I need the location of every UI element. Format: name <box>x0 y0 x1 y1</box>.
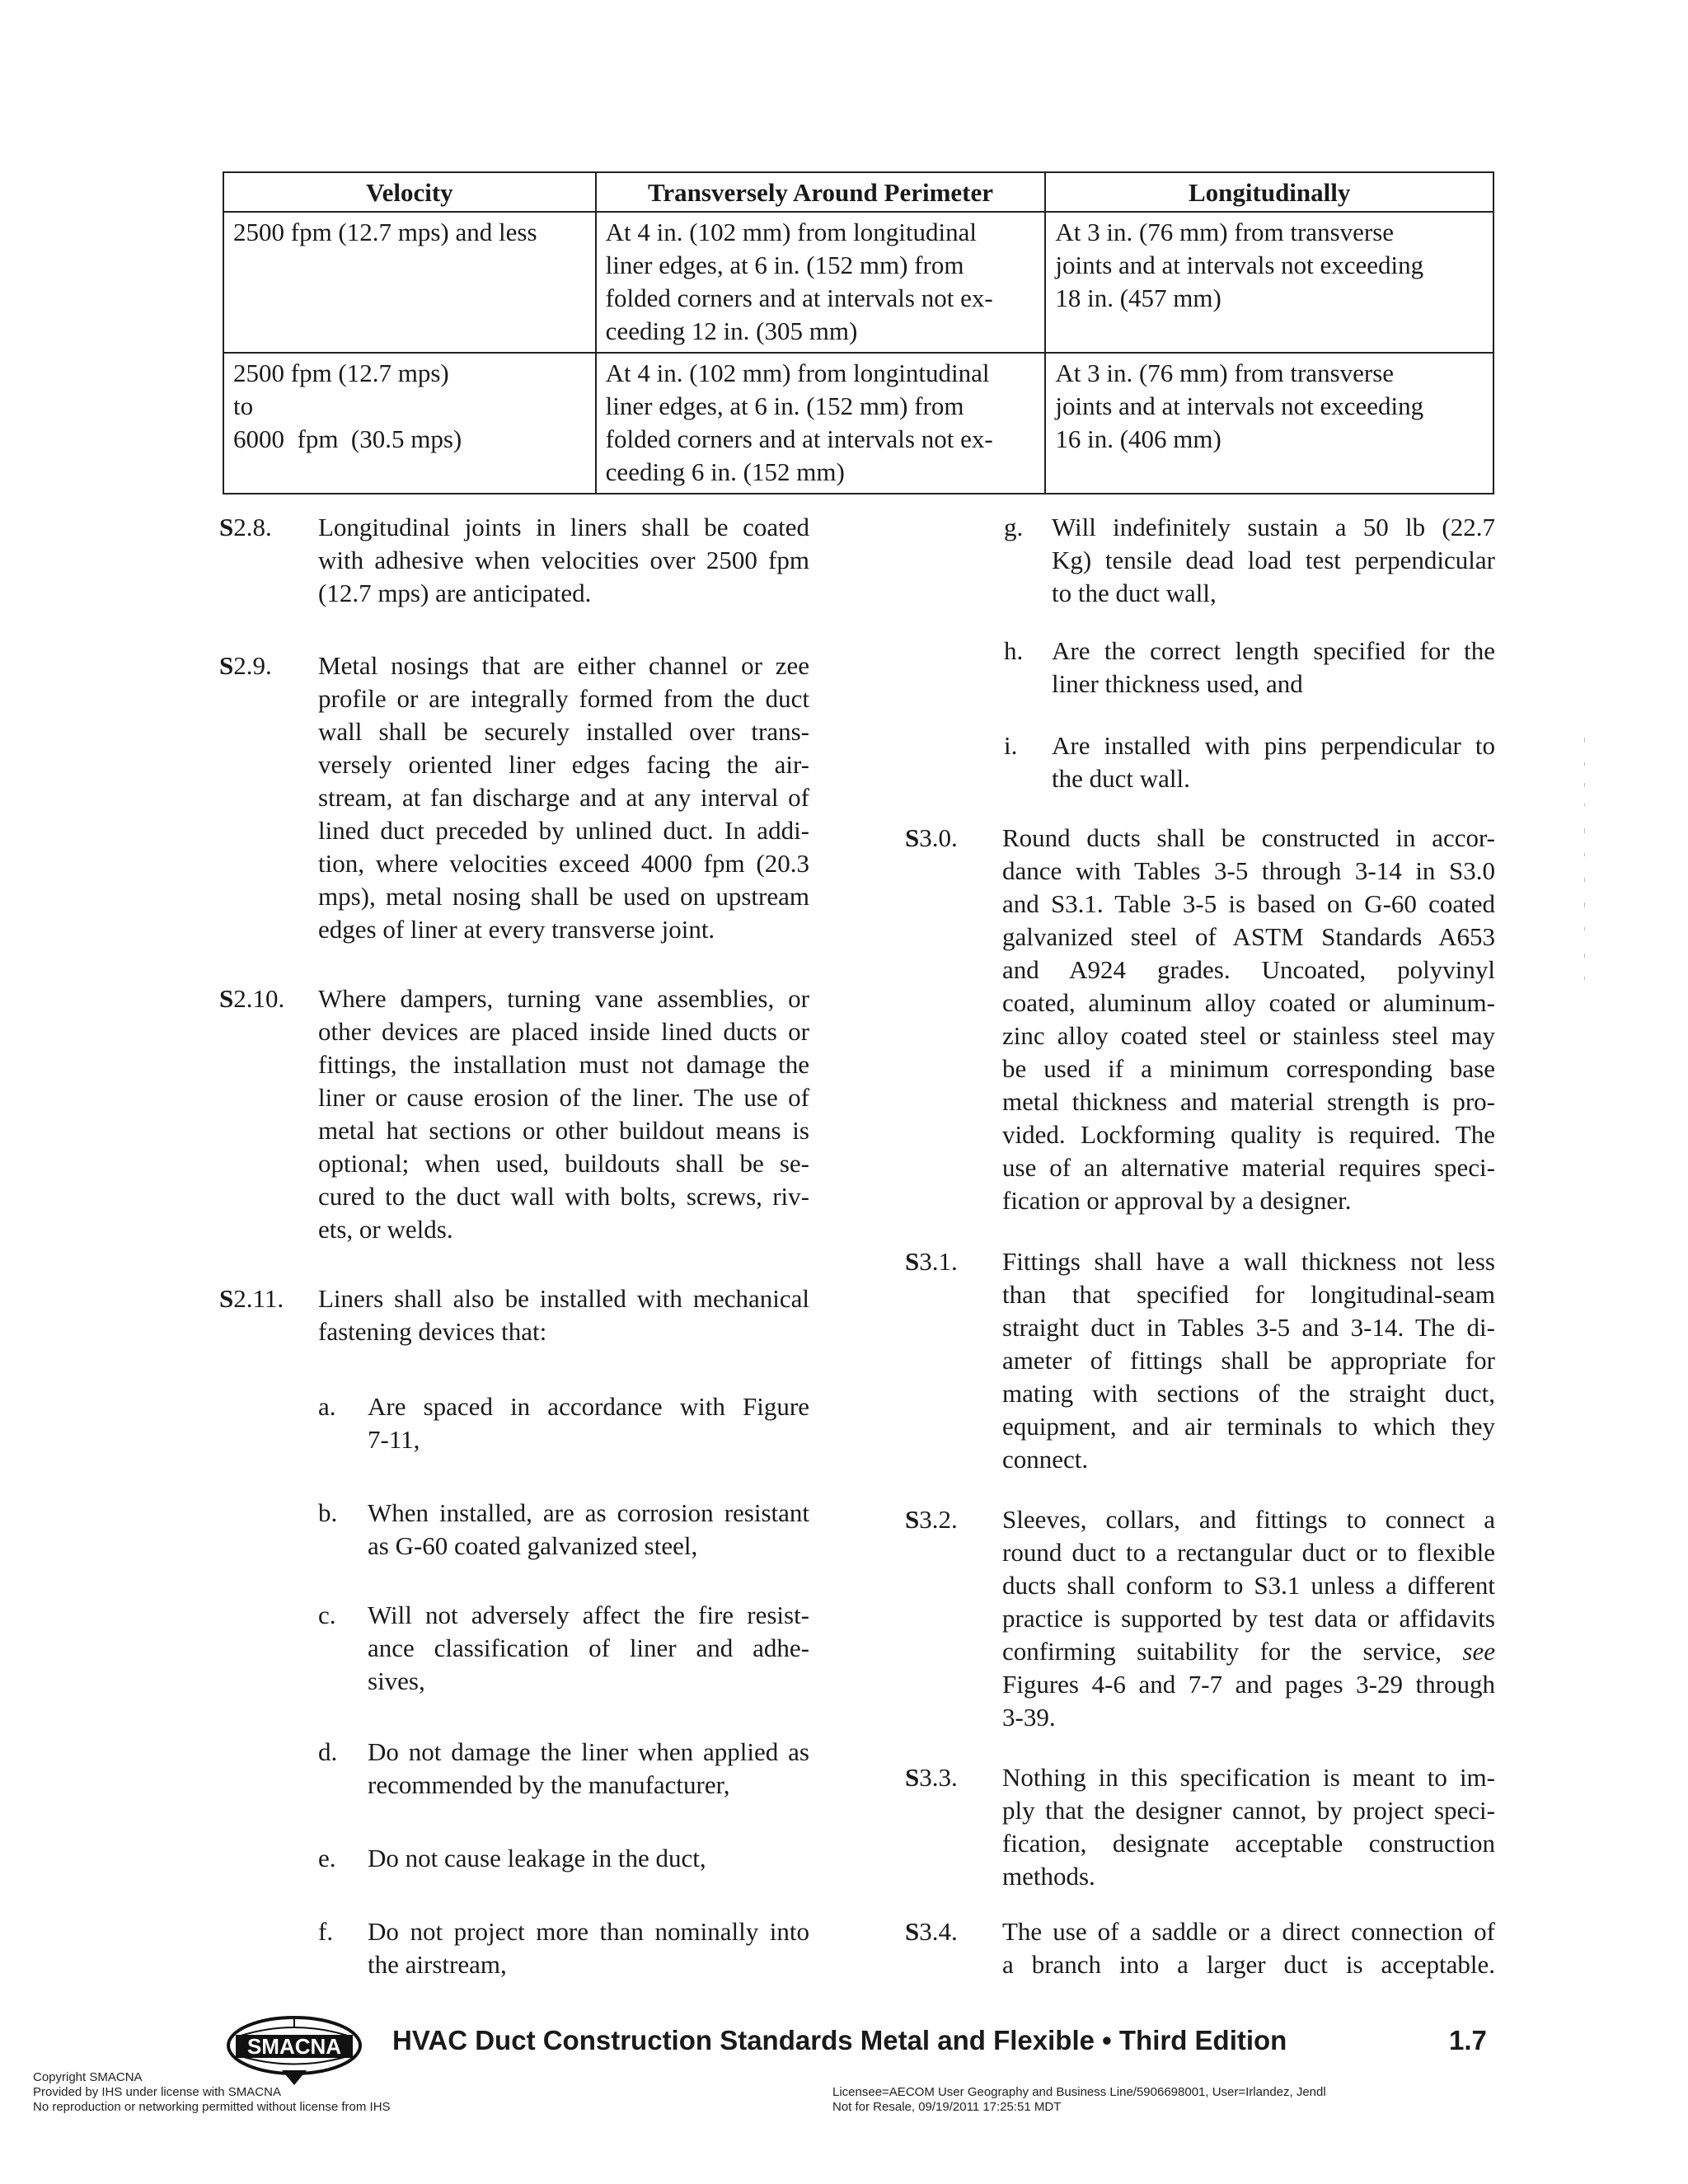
section-number: S2.10. <box>219 984 285 1013</box>
section-text: Longitudinal joints in liners shall be coated with adhesive when velocities over 2500 fpm (12.7 mps) are anticipated. <box>318 513 809 607</box>
copyright-notice: Copyright SMACNA Provided by IHS under license with SMACNA No reproduction or networking permitted without license from IHS <box>33 2070 391 2114</box>
section-number: S3.1. <box>905 1247 958 1276</box>
longitudinal-cell: At 3 in. (76 mm) from transverse joints and at intervals not exceeding 18 in. (457 mm) <box>1045 212 1493 353</box>
section-text: Round ducts shall be constructed in accor- dance with Tables 3-5 through 3-14 in S3.0 and S3.1. Table 3-5 is based on G-60 coated galvanized steel of ASTM Standards A653 and A924 grades. Uncoated, polyvinyl coated, aluminum alloy coated or aluminum- zinc alloy coated steel or stainless steel may be used if a minimum corresponding base metal thickness and material strength is pro- vided. Lockforming quality is required. The use of an alternative material requires speci- fication or approval by a designer. <box>1002 823 1495 1215</box>
section-number: S3.2. <box>905 1505 958 1534</box>
section-number: S3.3. <box>905 1763 958 1792</box>
transverse-cell: At 4 in. (102 mm) from longintudinal liner edges, at 6 in. (152 mm) from folded corners and at intervals not ex- ceeding 6 in. (152 mm) <box>596 353 1046 494</box>
page-number: 1.7 <box>1449 2025 1487 2055</box>
section-text: Liners shall also be installed with mechanical fastening devices that: <box>318 1284 809 1346</box>
column-header-transverse: Transversely Around Perimeter <box>596 172 1046 212</box>
section-number: S3.0. <box>905 823 958 852</box>
section-number: S2.8. <box>219 513 272 541</box>
section-text: Sleeves, collars, and fittings to connect a round duct to a rectangular duct or to flexible ducts shall conform to S3.1 unless a different practice is supported by test data or affidavits confirming suitability for the service, see Figures 4-6 and 7-7 and pages 3-29 through 3-39. <box>1002 1505 1495 1732</box>
transverse-cell: At 4 in. (102 mm) from longitudinal liner edges, at 6 in. (152 mm) from folded corners and at intervals not ex- ceeding 12 in. (305 mm) <box>596 212 1046 353</box>
section-number: S2.9. <box>219 651 272 680</box>
section-number: S2.11. <box>219 1284 284 1313</box>
section-text: Fittings shall have a wall thickness not less than that specified for longitudinal-seam straight duct in Tables 3-5 and 3-14. The di- ameter of fittings shall be appropriate for mating with sections of the straight duct, equipment, and air terminals to which they connect. <box>1002 1247 1495 1474</box>
table-row <box>223 212 1493 353</box>
longitudinal-cell: At 3 in. (76 mm) from transverse joints and at intervals not exceeding 16 in. (406 mm) <box>1045 353 1493 494</box>
column-header-longitudinal: Longitudinally <box>1045 172 1493 212</box>
section-text: Metal nosings that are either channel or zee profile or are integrally formed from the duct wall shall be securely installed over trans- versely oriented liner edges facing the air- stream, at fan discharge and at any interval of lined duct preceded by unlined duct. In addi- tion, where velocities exceed 4000 fpm (20.3 mps), metal nosing shall be used on upstream edges of liner at every transverse joint. <box>318 651 809 944</box>
table-header-row <box>223 172 1493 212</box>
svg-text:SMACNA: SMACNA <box>246 2034 342 2059</box>
table-row <box>223 353 1493 494</box>
footer-title: HVAC Duct Construction Standards Metal and Flexible • Third Edition <box>392 2025 1287 2055</box>
velocity-cell: 2500 fpm (12.7 mps) and less <box>223 212 596 353</box>
section-text: The use of a saddle or a direct connection of a branch into a larger duct is acceptable. <box>1002 1917 1495 1979</box>
section-text: Nothing in this specification is meant to im- ply that the designer cannot, by project speci- fication, designate acceptable construction methods. <box>1002 1763 1495 1891</box>
license-notice: Licensee=AECOM User Geography and Business Line/5906698001, User=Irlandez, Jendl Not for Resale, 09/19/2011 17:25:51 MDT <box>832 2085 1326 2114</box>
liner-fastener-spacing-table <box>223 171 1494 494</box>
section-number: S3.4. <box>905 1917 958 1946</box>
column-header-velocity: Velocity <box>223 172 596 212</box>
velocity-cell: 2500 fpm (12.7 mps) to 6000 fpm (30.5 mps) <box>223 353 596 494</box>
section-text: Where dampers, turning vane assemblies, or other devices are placed inside lined ducts or fittings, the installation must not damage the liner or cause erosion of the liner. The use of metal hat sections or other buildout means is optional; when used, buildouts shall be se- cured to the duct wall with bolts, screws, riv- ets, or welds. <box>318 984 809 1244</box>
margin-marks <box>1582 738 1587 985</box>
